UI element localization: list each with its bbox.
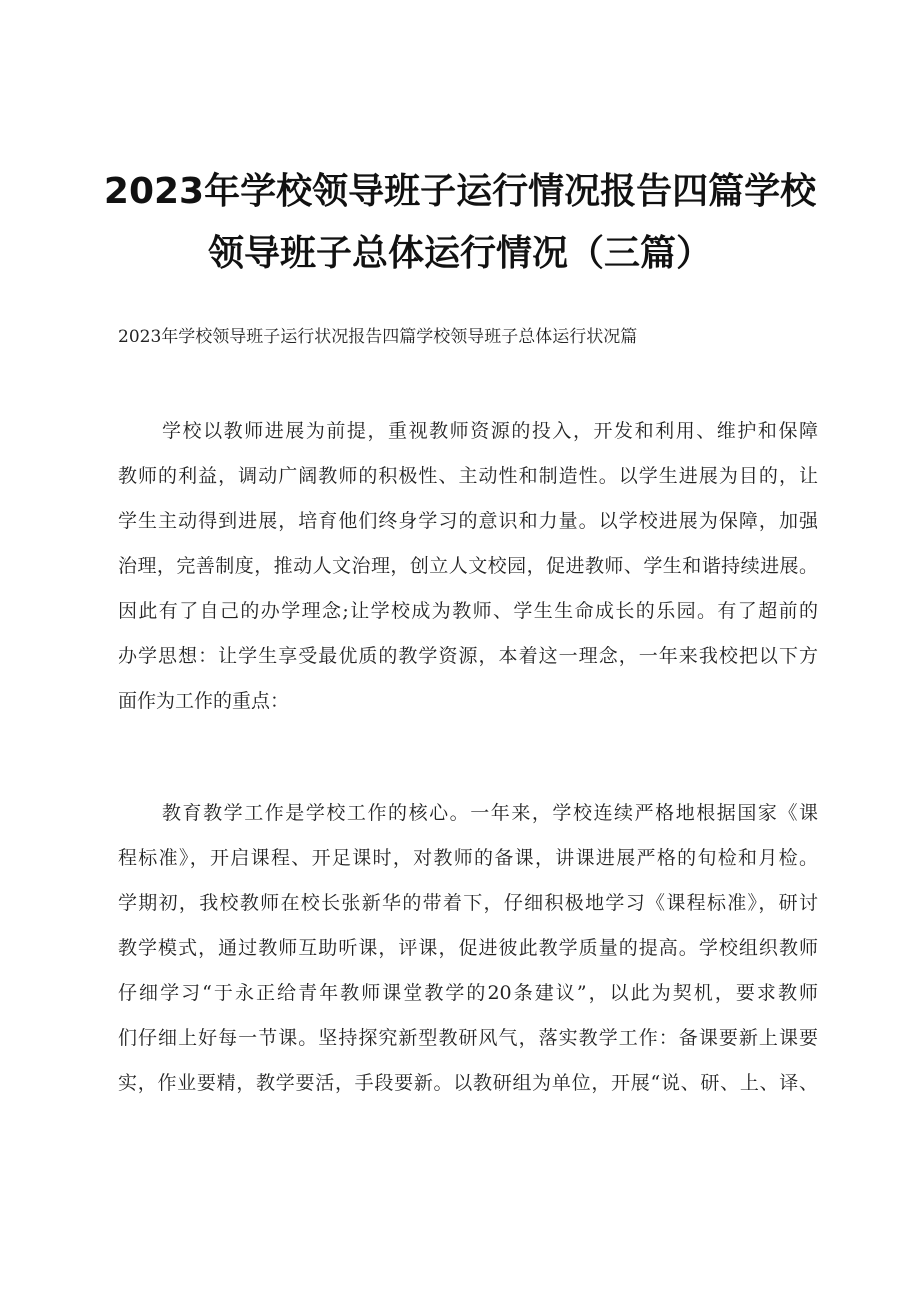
- paragraph-line: 教师的利益，调动广阔教师的积极性、主动性和制造性。以学生进展为目的，让: [118, 465, 818, 487]
- paragraph-line: 面作为工作的重点：: [118, 690, 290, 712]
- paragraph-line: 办学思想：让学生享受最优质的教学资源，本着这一理念，一年来我校把以下方: [118, 645, 818, 667]
- document-subtitle: 2023年学校领导班子运行状况报告四篇学校领导班子总体运行状况篇: [118, 327, 638, 347]
- paragraph-line: 们仔细上好每一节课。坚持探究新型教研风气，落实教学工作：备课要新上课要: [118, 1027, 818, 1049]
- paragraph-line: 学校以教师进展为前提，重视教师资源的投入，开发和利用、维护和保障: [162, 420, 818, 442]
- paragraph-line: 仔细学习“于永正给青年教师课堂教学的20条建议”，以此为契机，要求教师: [118, 982, 818, 1004]
- paragraph-line: 程标准》，开启课程、开足课时，对教师的备课，讲课进展严格的旬检和月检。: [118, 847, 818, 869]
- paragraph-line: 学期初，我校教师在校长张新华的带着下，仔细积极地学习《课程标准》，研讨: [118, 892, 818, 914]
- paragraph-line: 教育教学工作是学校工作的核心。一年来，学校连续严格地根据国家《课: [162, 802, 818, 824]
- paragraph-line: 因此有了自己的办学理念;让学校成为教师、学生生命成长的乐园。有了超前的: [118, 600, 818, 622]
- paragraph-line: 实，作业要精，教学要活，手段要新。以教研组为单位，开展“说、研、上、译、: [118, 1072, 818, 1094]
- paragraph-2: [118, 791, 818, 1106]
- paragraph-line: 治理，完善制度，推动人文治理，创立人文校园，促进教师、学生和谐持续进展。: [118, 555, 818, 577]
- document-title-line-1: 2023年学校领导班子运行情况报告四篇学校: [103, 171, 817, 212]
- paragraph-1: [118, 409, 818, 724]
- paragraph-line: 教学模式，通过教师互助听课，评课，促进彼此教学质量的提高。学校组织教师: [118, 937, 818, 959]
- document-title-line-2: 领导班子总体运行情况（三篇）: [207, 233, 712, 274]
- paragraph-line: 学生主动得到进展，培育他们终身学习的意识和力量。以学校进展为保障，加强: [118, 510, 818, 532]
